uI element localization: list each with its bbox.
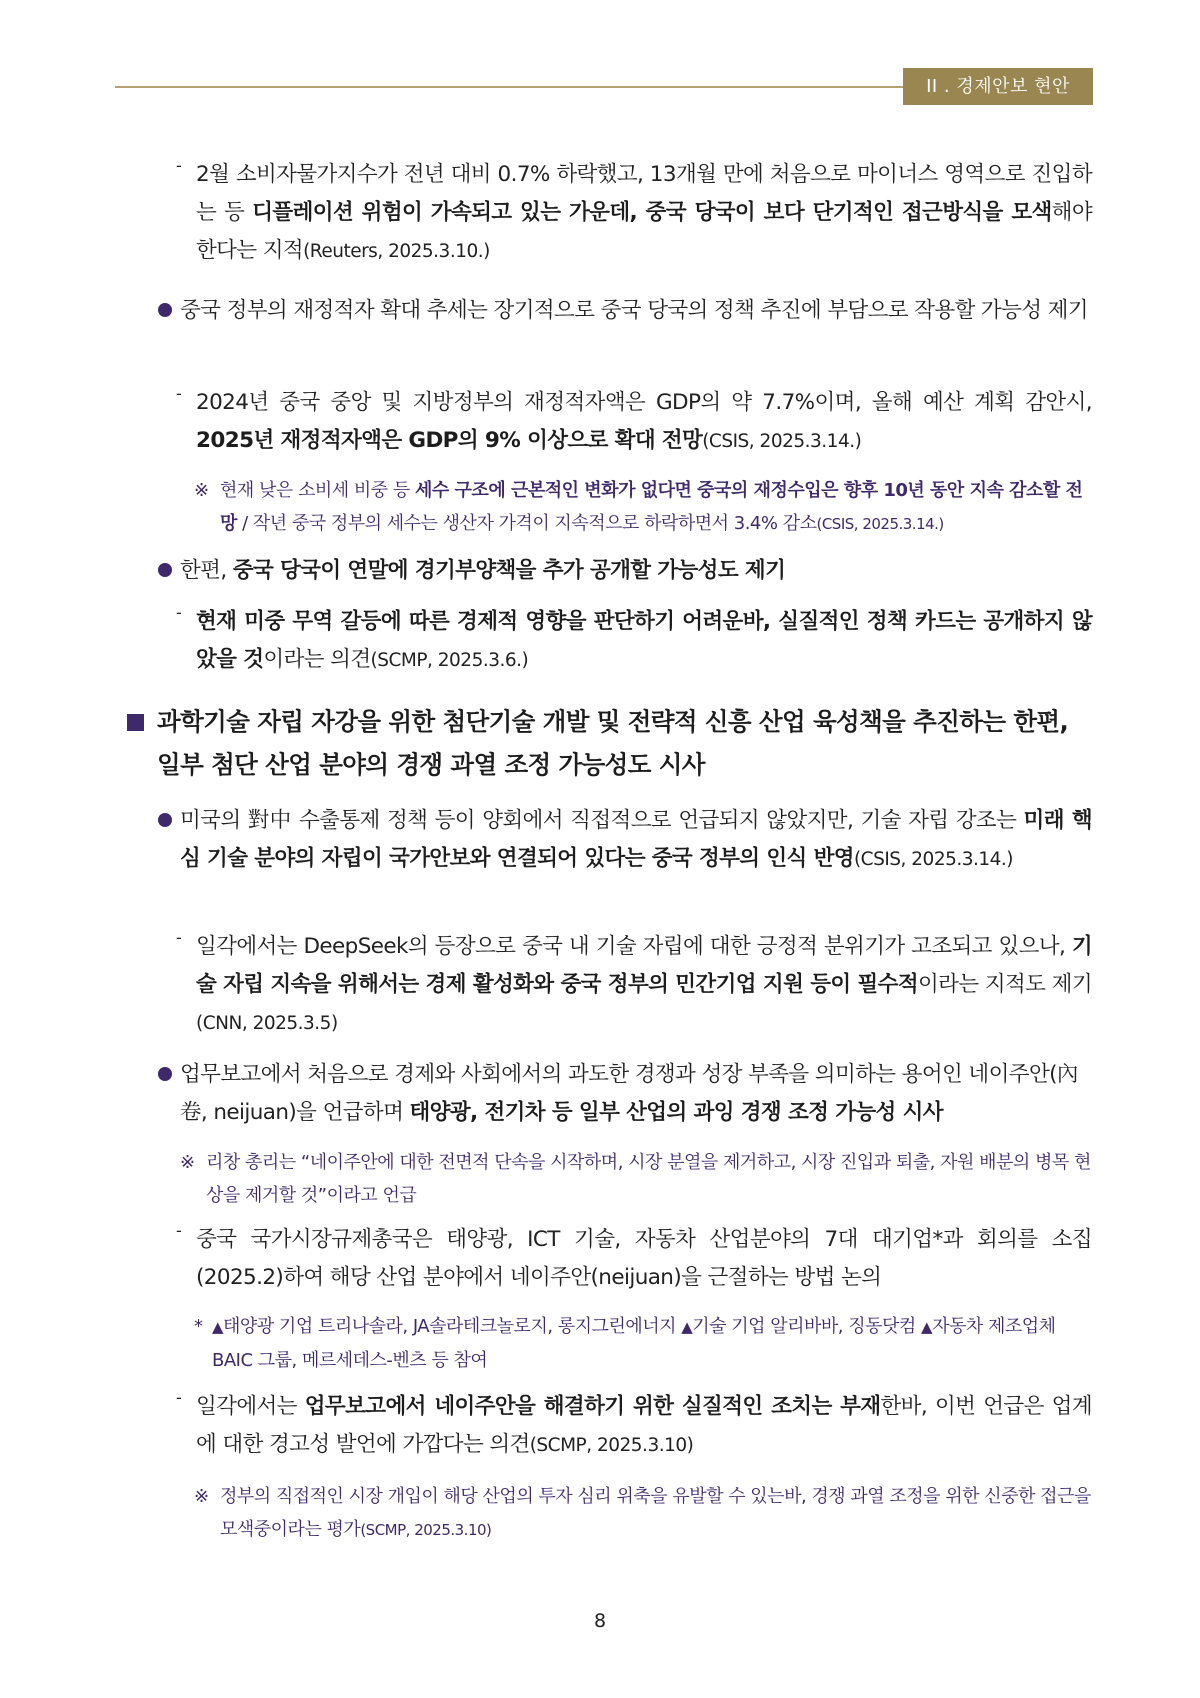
section-tag: II . 경제안보 현안 — [903, 68, 1093, 105]
dash-item — [176, 1221, 1092, 1297]
dash-mark: - — [176, 384, 182, 403]
note-item — [194, 474, 1092, 541]
bullet-text: 업무보고에서 처음으로 경제와 사회에서의 과도한 경쟁과 성장 부족을 의미하는 용어인 네이주안(內卷, neijuan)을 언급하며 태양광, 전기차 등 일부 산업의 과잉 경쟁 조정 가능성 시사 — [180, 1062, 1078, 1125]
dash-mark: - — [176, 1388, 182, 1407]
dash-item — [176, 384, 1092, 461]
dash-item — [176, 1388, 1092, 1465]
reference-mark: ※ — [194, 1486, 210, 1507]
source-citation: (CSIS, 2025.3.14.) — [702, 431, 862, 452]
dash-text: 2024년 중국 중앙 및 지방정부의 재정적자액은 GDP의 약 7.7%이며, 올해 예산 계획 감안시, 2025년 재정적자액은 GDP의 9% 이상으로 확대 전망(CSIS, 2025.3.14.) — [196, 390, 1092, 453]
source-citation: (SCMP, 2025.3.10) — [360, 1521, 492, 1539]
section-heading-text: 과학기술 자립 자강을 위한 첨단기술 개발 및 전략적 신흥 산업 육성책을 추진하는 한편, 일부 첨단 산업 분야의 경쟁 과열 조정 가능성도 시사 — [157, 707, 1069, 779]
bullet-text: 중국 정부의 재정적자 확대 추세는 장기적으로 중국 당국의 정책 추진에 부담으로 작용할 가능성 제기 — [180, 298, 1088, 323]
source-citation: (SCMP, 2025.3.6.) — [370, 650, 529, 671]
bullet-text: 미국의 對中 수출통제 정책 등이 양회에서 직접적으로 언급되지 않았지만, 기술 자립 강조는 미래 핵심 기술 분야의 자립이 국가안보와 연결되어 있다는 중국 정부의 인식 반영(CSIS, 2025.3.14.) — [180, 808, 1092, 871]
triangle-marker-icon: ▲ — [681, 1318, 693, 1336]
note-item — [194, 1310, 1092, 1377]
dash-mark: - — [176, 603, 182, 622]
dash-text: 2월 소비자물가지수가 전년 대비 0.7% 하락했고, 13개월 만에 처음으로 마이너스 영역으로 진입하는 등 디플레이션 위험이 가속되고 있는 가운데, 중국 당국이 보다 단기적인 접근방식을 모색해야 한다는 지적(Reuters, 2025.3.10.) — [196, 162, 1092, 263]
bullet-item — [158, 802, 1092, 879]
dash-mark: - — [176, 1221, 182, 1240]
bullet-item — [158, 1056, 1092, 1132]
note-text: ▲태양광 기업 트리나솔라, JA솔라테크놀로지, 롱지그린에너지 ▲기술 기업 알리바바, 징동닷컴 ▲자동차 제조업체 BAIC 그룹, 메르세데스-벤츠 등 참여 — [212, 1316, 1056, 1371]
source-citation: (Reuters, 2025.3.10.) — [303, 241, 490, 262]
footnote-mark: * — [194, 1316, 203, 1337]
dash-text: 일각에서는 DeepSeek의 등장으로 중국 내 기술 자립에 대한 긍정적 분위기가 고조되고 있으나, 기술 자립 지속을 위해서는 경제 활성화와 중국 정부의 민간기업 지원 등이 필수적이라는 지적도 제기(CNN, 2025.3.5) — [196, 934, 1092, 1034]
dash-item — [176, 603, 1092, 680]
dash-text: 일각에서는 업무보고에서 네이주안을 해결하기 위한 실질적인 조치는 부재한바, 이번 언급은 업계에 대한 경고성 발언에 가깝다는 의견(SCMP, 2025.3.10) — [196, 1394, 1092, 1457]
note-text: 현재 낮은 소비세 비중 등 세수 구조에 근본적인 변화가 없다면 중국의 재정수입은 향후 10년 동안 지속 감소할 전망 / 작년 중국 정부의 세수는 생산자 가격이 지속적으로 하락하면서 3.4% 감소(CSIS, 2025.3.14.) — [220, 480, 1083, 534]
dash-text: 현재 미중 무역 갈등에 따른 경제적 영향을 판단하기 어려운바, 실질적인 정책 카드는 공개하지 않았을 것이라는 의견(SCMP, 2025.3.6.) — [196, 609, 1092, 672]
header-rule — [115, 86, 903, 88]
source-citation: (CSIS, 2025.3.14.) — [816, 515, 944, 533]
dash-item — [176, 928, 1092, 1043]
bullet-item — [158, 292, 1092, 330]
bullet-text: 한편, 중국 당국이 연말에 경기부양책을 추가 공개할 가능성도 제기 — [180, 558, 786, 583]
bullet-dot — [158, 813, 172, 827]
note-text: 리창 총리는 “네이주안에 대한 전면적 단속을 시작하며, 시장 분열을 제거하고, 시장 진입과 퇴출, 자원 배분의 병목 현상을 제거할 것”이라고 언급 — [206, 1152, 1091, 1206]
source-citation: (CNN, 2025.3.5) — [196, 1013, 338, 1034]
dash-mark: - — [176, 156, 182, 175]
triangle-marker-icon: ▲ — [212, 1318, 224, 1336]
square-marker — [127, 714, 144, 731]
bullet-item — [158, 552, 1092, 590]
reference-mark: ※ — [180, 1152, 196, 1173]
triangle-marker-icon: ▲ — [921, 1318, 933, 1336]
note-text: 정부의 직접적인 시장 개입이 해당 산업의 투자 심리 위축을 유발할 수 있는바, 경쟁 과열 조정을 위한 신중한 접근을 모색중이라는 평가(SCMP, 2025.3.10) — [220, 1486, 1091, 1540]
source-citation: (CSIS, 2025.3.14.) — [853, 849, 1014, 870]
note-item — [180, 1146, 1092, 1212]
source-citation: (SCMP, 2025.3.10) — [529, 1435, 694, 1456]
bullet-dot — [158, 303, 172, 317]
section-heading — [127, 700, 1092, 786]
reference-mark: ※ — [194, 480, 210, 501]
bullet-dot — [158, 1067, 172, 1081]
dash-mark: - — [176, 928, 182, 947]
dash-text: 중국 국가시장규제총국은 태양광, ICT 기술, 자동차 산업분야의 7대 대기업*과 회의를 소집(2025.2)하여 해당 산업 분야에서 네이주안(neijuan)을 근절하는 방법 논의 — [196, 1227, 1092, 1290]
page-number: 8 — [593, 1610, 607, 1632]
bullet-dot — [158, 563, 172, 577]
dash-item — [176, 156, 1092, 271]
note-item — [194, 1480, 1092, 1547]
